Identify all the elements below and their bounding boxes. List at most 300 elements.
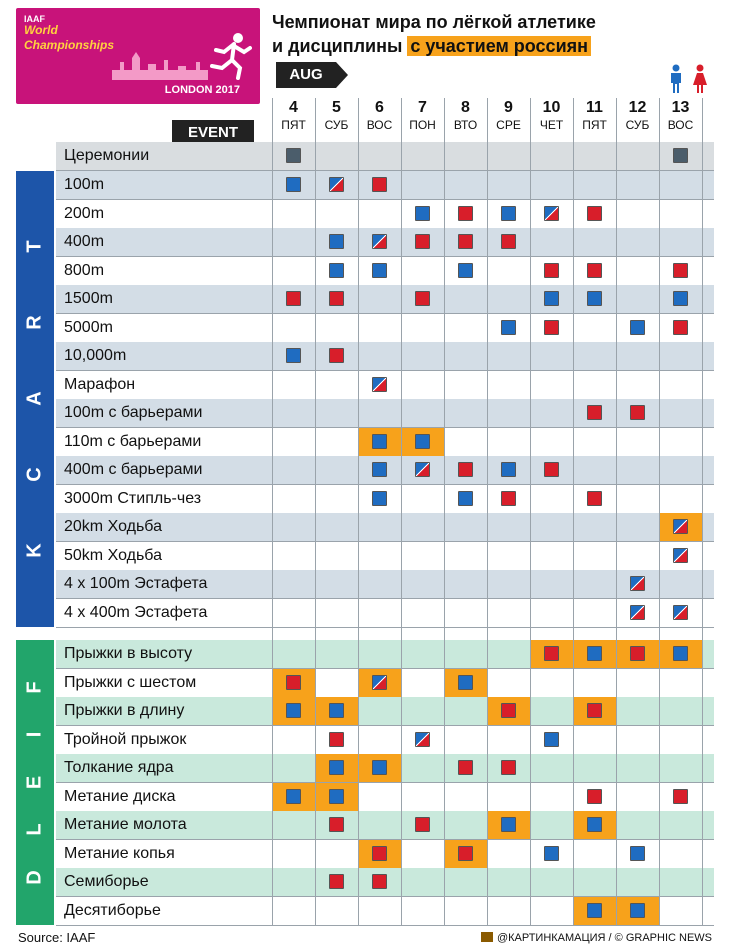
column-divider <box>616 98 617 925</box>
day-cell <box>487 428 530 456</box>
day-cell <box>487 257 530 285</box>
day-number: 6 <box>375 99 384 116</box>
mixed-event-marker <box>630 576 645 591</box>
day-cell <box>272 697 315 725</box>
event-name: Тройной прыжок <box>64 730 187 748</box>
day-header <box>401 98 444 132</box>
day-cell <box>659 428 702 456</box>
column-divider <box>530 98 531 925</box>
women-event-marker <box>544 646 559 661</box>
column-divider <box>315 98 316 925</box>
field-band <box>16 640 54 925</box>
event-name: 200m <box>64 204 105 222</box>
day-cell <box>444 570 487 598</box>
men-event-marker <box>630 320 645 335</box>
ceremony-marker <box>673 148 688 163</box>
day-cell <box>401 228 444 256</box>
day-weekday: ЧЕТ <box>539 118 564 132</box>
day-cell <box>315 811 358 839</box>
event-name: Метание копья <box>64 844 175 862</box>
day-cell <box>616 697 659 725</box>
women-event-marker <box>329 874 344 889</box>
day-cell <box>444 697 487 725</box>
women-event-marker <box>587 405 602 420</box>
day-cell <box>659 570 702 598</box>
day-weekday: ВОС <box>667 118 694 132</box>
event-name: 4 x 400m Эстафета <box>64 603 208 621</box>
day-weekday: ВТО <box>453 118 478 132</box>
day-number: 12 <box>628 99 647 116</box>
women-event-marker <box>673 320 688 335</box>
day-cell <box>401 200 444 228</box>
mixed-event-marker <box>673 605 688 620</box>
day-cell <box>272 640 315 668</box>
day-number: 4 <box>289 99 298 116</box>
logo-city: LONDON 2017 <box>164 84 240 96</box>
day-cell <box>487 342 530 370</box>
day-cell <box>358 840 401 868</box>
day-cell <box>358 200 401 228</box>
day-cell <box>659 371 702 399</box>
title-line2 <box>272 34 596 58</box>
event-name: 4 x 100m Эстафета <box>64 575 208 592</box>
mixed-event-marker <box>372 234 387 249</box>
women-event-marker <box>501 703 516 718</box>
day-cell <box>444 257 487 285</box>
day-header <box>358 98 401 132</box>
day-cell <box>659 754 702 782</box>
men-event-marker <box>544 732 559 747</box>
day-cell <box>315 669 358 697</box>
day-cell <box>272 485 315 513</box>
day-cell <box>530 314 573 342</box>
men-event-marker <box>630 846 645 861</box>
source-text: Source: IAAF <box>18 930 96 945</box>
day-cell <box>272 599 315 627</box>
day-cell <box>401 868 444 896</box>
day-cell <box>444 783 487 811</box>
logo-iaaf: IAAF <box>24 14 45 24</box>
mixed-event-marker <box>544 206 559 221</box>
women-event-marker <box>458 206 473 221</box>
day-cell <box>573 669 616 697</box>
men-event-marker <box>415 206 430 221</box>
day-cell <box>272 513 315 541</box>
day-cell <box>659 783 702 811</box>
women-event-marker <box>372 874 387 889</box>
mixed-event-marker <box>329 177 344 192</box>
day-header <box>272 98 315 132</box>
women-event-marker <box>415 817 430 832</box>
day-cell <box>530 285 573 313</box>
day-cell <box>487 200 530 228</box>
event-name: Марафон <box>64 375 136 393</box>
day-cell <box>659 542 702 570</box>
day-cell <box>315 897 358 925</box>
band-letter: I <box>23 731 46 738</box>
day-cell <box>401 599 444 627</box>
day-cell <box>401 371 444 399</box>
day-cell <box>444 897 487 925</box>
day-cell <box>272 542 315 570</box>
day-cell <box>530 485 573 513</box>
day-cell <box>573 754 616 782</box>
day-cell <box>573 570 616 598</box>
mixed-event-marker <box>673 519 688 534</box>
day-cell <box>315 754 358 782</box>
iaaf-logo <box>16 8 260 104</box>
mixed-event-marker <box>673 548 688 563</box>
london-skyline-icon <box>112 50 208 80</box>
day-cell <box>573 726 616 754</box>
day-cell <box>530 371 573 399</box>
band-letter: E <box>23 775 46 789</box>
men-event-marker <box>458 675 473 690</box>
band-letter: F <box>23 680 46 694</box>
event-name: Метание диска <box>64 787 176 805</box>
day-cell <box>616 669 659 697</box>
band-letter: K <box>23 543 46 558</box>
day-cell <box>272 428 315 456</box>
men-event-marker <box>458 263 473 278</box>
day-cell <box>401 285 444 313</box>
day-cell <box>401 314 444 342</box>
day-cell <box>358 228 401 256</box>
day-cell <box>573 200 616 228</box>
day-cell <box>358 640 401 668</box>
day-cell <box>573 783 616 811</box>
day-cell <box>272 257 315 285</box>
day-cell <box>444 228 487 256</box>
day-cell <box>659 640 702 668</box>
day-cell <box>444 342 487 370</box>
women-event-marker <box>286 675 301 690</box>
day-cell <box>272 811 315 839</box>
women-event-marker <box>630 646 645 661</box>
day-number: 10 <box>542 99 561 116</box>
day-cell <box>315 314 358 342</box>
day-cell <box>530 228 573 256</box>
day-cell <box>616 285 659 313</box>
day-cell <box>358 754 401 782</box>
day-cell <box>358 371 401 399</box>
day-cell <box>401 142 444 170</box>
day-cell <box>659 314 702 342</box>
day-cell <box>530 428 573 456</box>
day-cell <box>401 428 444 456</box>
day-cell <box>401 456 444 484</box>
day-cell <box>659 456 702 484</box>
day-cell <box>487 371 530 399</box>
day-cell <box>616 314 659 342</box>
day-cell <box>358 542 401 570</box>
credit-text <box>481 932 712 944</box>
event-name: 400m <box>64 233 105 250</box>
day-cell <box>616 428 659 456</box>
day-cell <box>530 897 573 925</box>
day-cell <box>401 640 444 668</box>
day-cell <box>530 142 573 170</box>
day-cell <box>659 200 702 228</box>
day-cell <box>573 371 616 399</box>
day-cell <box>573 840 616 868</box>
day-cell <box>358 485 401 513</box>
women-event-marker <box>458 760 473 775</box>
day-header <box>659 98 702 132</box>
day-cell <box>315 513 358 541</box>
day-cell <box>401 754 444 782</box>
women-event-marker <box>372 177 387 192</box>
day-cell <box>573 171 616 199</box>
women-event-marker <box>329 732 344 747</box>
women-event-marker <box>458 846 473 861</box>
day-weekday: ПОН <box>409 118 436 132</box>
band-letter: A <box>23 391 46 406</box>
men-event-marker <box>372 263 387 278</box>
men-event-marker <box>501 320 516 335</box>
day-cell <box>315 257 358 285</box>
event-name: 5000m <box>64 318 113 336</box>
day-cell <box>358 669 401 697</box>
male-icon <box>668 64 684 94</box>
day-cell <box>487 485 530 513</box>
day-cell <box>272 726 315 754</box>
day-cell <box>530 599 573 627</box>
day-cell <box>487 142 530 170</box>
day-cell <box>616 257 659 285</box>
day-number: 9 <box>504 99 513 116</box>
day-cell <box>444 399 487 427</box>
day-cell <box>530 669 573 697</box>
men-event-marker <box>501 817 516 832</box>
day-cell <box>487 314 530 342</box>
day-number: 11 <box>586 99 603 116</box>
title-line1: Чемпионат мира по лёгкой атлетике <box>272 12 596 32</box>
event-name: 110m с барьерами <box>64 432 202 450</box>
day-cell <box>659 697 702 725</box>
day-cell <box>358 171 401 199</box>
event-name: Церемонии <box>64 147 150 164</box>
day-cell <box>401 542 444 570</box>
day-cell <box>358 697 401 725</box>
men-event-marker <box>587 291 602 306</box>
men-event-marker <box>501 206 516 221</box>
day-cell <box>616 599 659 627</box>
day-cell <box>401 171 444 199</box>
day-cell <box>659 599 702 627</box>
day-cell <box>573 257 616 285</box>
men-event-marker <box>286 348 301 363</box>
day-cell <box>272 570 315 598</box>
women-event-marker <box>544 263 559 278</box>
men-event-marker <box>329 703 344 718</box>
day-cell <box>530 570 573 598</box>
day-cell <box>358 428 401 456</box>
day-cell <box>616 542 659 570</box>
day-cell <box>444 811 487 839</box>
event-name: 400m с барьерами <box>64 461 203 478</box>
men-event-marker <box>372 491 387 506</box>
day-cell <box>358 868 401 896</box>
event-name: Прыжки в высоту <box>64 645 193 662</box>
day-cell <box>444 285 487 313</box>
day-cell <box>659 669 702 697</box>
day-number: 13 <box>671 99 690 116</box>
day-cell <box>487 669 530 697</box>
day-header <box>530 98 573 132</box>
day-number: 5 <box>332 99 341 116</box>
day-cell <box>616 228 659 256</box>
day-cell <box>616 811 659 839</box>
event-name: 1500m <box>64 290 113 307</box>
day-cell <box>530 542 573 570</box>
men-event-marker <box>501 462 516 477</box>
day-cell <box>659 399 702 427</box>
men-event-marker <box>286 177 301 192</box>
day-cell <box>272 456 315 484</box>
day-cell <box>315 228 358 256</box>
day-cell <box>616 640 659 668</box>
mixed-event-marker <box>630 605 645 620</box>
day-cell <box>530 513 573 541</box>
day-cell <box>315 456 358 484</box>
day-cell <box>315 485 358 513</box>
day-cell <box>315 599 358 627</box>
day-cell <box>573 456 616 484</box>
day-cell <box>444 142 487 170</box>
day-cell <box>272 342 315 370</box>
day-cell <box>401 697 444 725</box>
logo-championships: Championships <box>24 38 115 52</box>
day-cell <box>444 669 487 697</box>
title-highlight: с участием россиян <box>407 36 591 56</box>
day-cell <box>487 599 530 627</box>
day-cell <box>444 542 487 570</box>
men-event-marker <box>372 434 387 449</box>
column-divider <box>444 98 445 925</box>
event-label: EVENT <box>172 120 254 146</box>
column-divider <box>659 98 660 925</box>
day-cell <box>659 726 702 754</box>
women-event-marker <box>587 703 602 718</box>
day-cell <box>444 840 487 868</box>
day-number: 7 <box>418 99 427 116</box>
band-letter: C <box>23 467 46 482</box>
day-cell <box>358 811 401 839</box>
men-event-marker <box>630 903 645 918</box>
men-event-marker <box>329 789 344 804</box>
day-cell <box>272 754 315 782</box>
day-cell <box>272 399 315 427</box>
event-name: Десятиборье <box>64 901 161 919</box>
men-event-marker <box>286 703 301 718</box>
day-cell <box>358 456 401 484</box>
event-name: Прыжки с шестом <box>64 673 197 691</box>
day-cell <box>272 783 315 811</box>
day-cell <box>444 456 487 484</box>
day-cell <box>487 811 530 839</box>
day-cell <box>487 640 530 668</box>
day-cell <box>487 897 530 925</box>
men-event-marker <box>329 760 344 775</box>
men-event-marker <box>372 760 387 775</box>
day-cell <box>487 513 530 541</box>
mixed-event-marker <box>415 732 430 747</box>
event-name: Толкание ядра <box>64 759 174 776</box>
day-cell <box>358 783 401 811</box>
day-weekday: ВОС <box>366 118 393 132</box>
day-cell <box>530 456 573 484</box>
day-cell <box>487 697 530 725</box>
credit-logo-icon <box>481 932 493 942</box>
day-cell <box>272 897 315 925</box>
credit-label: @КАРТИНКАМАЦИЯ / © GRAPHIC NEWS <box>496 932 712 944</box>
women-event-marker <box>673 263 688 278</box>
event-name: 100m с барьерами <box>64 404 203 421</box>
day-cell <box>616 754 659 782</box>
day-cell <box>659 142 702 170</box>
day-cell <box>659 897 702 925</box>
ceremony-marker <box>286 148 301 163</box>
women-event-marker <box>501 491 516 506</box>
event-name: 3000m Стипль-чез <box>64 489 202 507</box>
day-cell <box>444 428 487 456</box>
day-cell <box>659 228 702 256</box>
day-header <box>444 98 487 132</box>
day-cell <box>444 485 487 513</box>
event-name: 20km Ходьба <box>64 518 162 535</box>
day-cell <box>272 285 315 313</box>
day-cell <box>272 669 315 697</box>
men-event-marker <box>587 646 602 661</box>
day-cell <box>315 570 358 598</box>
day-cell <box>573 868 616 896</box>
day-cell <box>616 726 659 754</box>
women-event-marker <box>329 291 344 306</box>
day-cell <box>530 640 573 668</box>
women-event-marker <box>544 320 559 335</box>
day-cell <box>616 342 659 370</box>
day-cell <box>272 200 315 228</box>
day-header <box>573 98 616 132</box>
day-cell <box>573 428 616 456</box>
day-cell <box>401 342 444 370</box>
band-letter: R <box>23 315 46 330</box>
women-event-marker <box>415 234 430 249</box>
day-cell <box>272 371 315 399</box>
women-event-marker <box>544 462 559 477</box>
day-cell <box>616 513 659 541</box>
day-cell <box>444 513 487 541</box>
women-event-marker <box>501 234 516 249</box>
day-cell <box>616 570 659 598</box>
men-event-marker <box>673 291 688 306</box>
day-cell <box>659 171 702 199</box>
day-cell <box>487 840 530 868</box>
day-cell <box>573 285 616 313</box>
day-cell <box>315 342 358 370</box>
men-event-marker <box>587 817 602 832</box>
day-cell <box>315 171 358 199</box>
day-cell <box>487 171 530 199</box>
day-cell <box>444 171 487 199</box>
women-event-marker <box>372 846 387 861</box>
women-event-marker <box>458 234 473 249</box>
women-event-marker <box>587 491 602 506</box>
day-cell <box>487 399 530 427</box>
day-cell <box>659 257 702 285</box>
day-cell <box>358 570 401 598</box>
